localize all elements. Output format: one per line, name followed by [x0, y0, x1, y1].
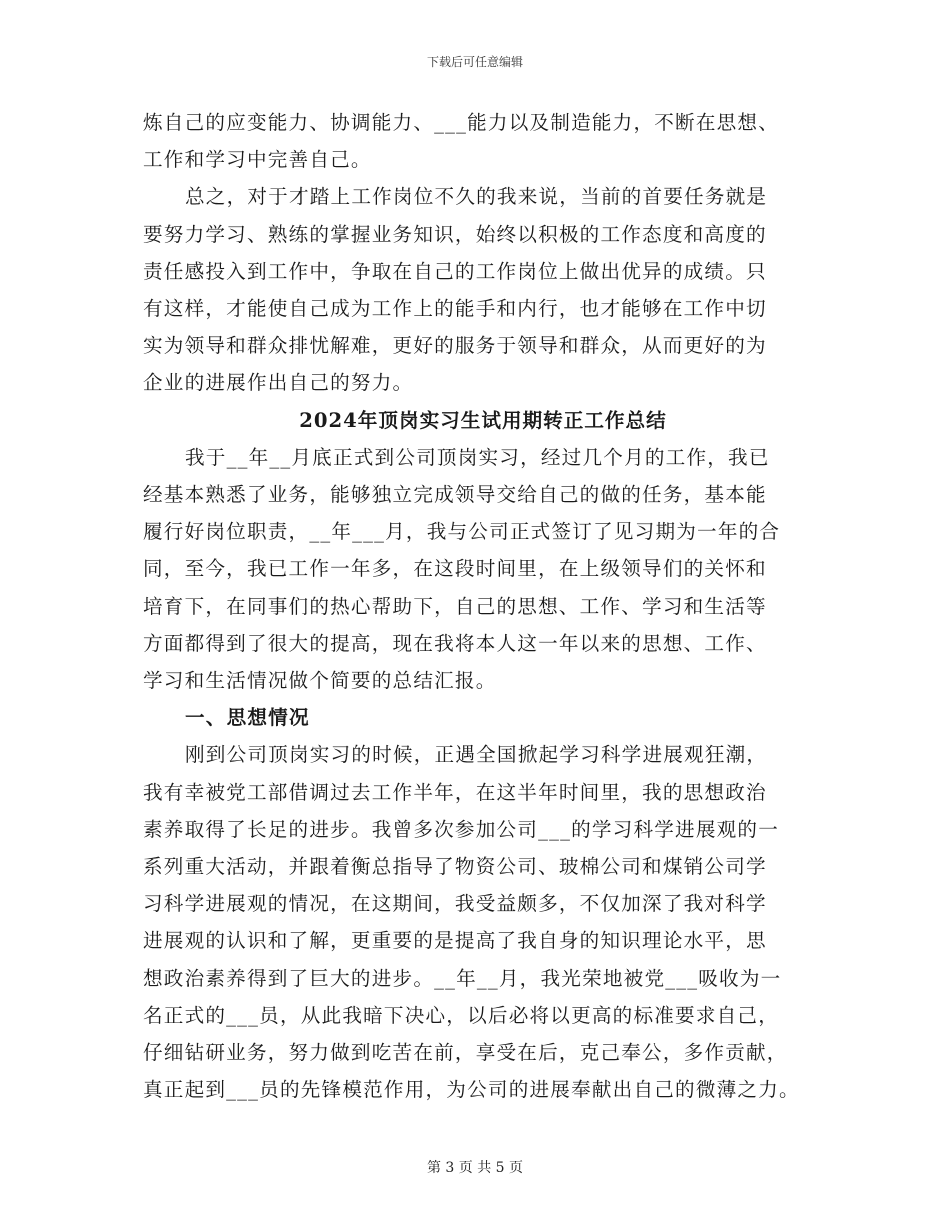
document-title: 2024年顶岗实习生试用期转正工作总结	[299, 408, 667, 432]
text-line: 习科学进展观的情况，在这期间，我受益颇多，不仅加深了我对科学	[143, 892, 767, 916]
page-header: 下载后可任意编辑	[426, 55, 523, 69]
section-heading: 一、思想情况	[185, 706, 310, 730]
paragraph-intro	[143, 439, 823, 699]
text-line: 培育下，在同事们的热心帮助下，自己的思想、工作、学习和生活等	[143, 594, 767, 618]
text-line: 要努力学习、熟练的掌握业务知识，始终以积极的工作态度和高度的	[143, 222, 767, 246]
page-footer: 第 3 页 共 5 页	[426, 1160, 524, 1176]
text-line: 名正式的___员，从此我暗下决心，以后必将以更高的标准要求自己，	[143, 1003, 780, 1027]
text-line: 素养取得了长足的进步。我曾多次参加公司___的学习科学进展观的一	[143, 817, 780, 841]
text-line: 真正起到___员的先锋模范作用，为公司的进展奉献出自己的微薄之力。	[143, 1078, 800, 1102]
paragraph-thought	[143, 736, 823, 1108]
text-line: 系列重大活动，并跟着衡总指导了物资公司、玻棉公司和煤销公司学	[143, 855, 767, 879]
paragraph-continuation	[143, 104, 823, 178]
text-line: 学习和生活情况做个简要的总结汇报。	[143, 669, 497, 693]
text-line: 刚到公司顶岗实习的时候，正遇全国掀起学习科学进展观狂潮，	[185, 743, 768, 767]
text-line: 履行好岗位职责，__年___月，我与公司正式签订了见习期为一年的合	[143, 520, 781, 544]
text-line: 同，至今，我已工作一年多，在这段时间里，在上级领导们的关怀和	[143, 557, 767, 581]
text-line: 责任感投入到工作中，争取在自己的工作岗位上做出优异的成绩。只	[143, 259, 767, 283]
text-line: 我有幸被党工部借调过去工作半年，在这半年时间里，我的思想政治	[143, 780, 767, 804]
text-line: 仔细钻研业务，努力做到吃苦在前，享受在后，克己奉公，多作贡献，	[143, 1041, 788, 1065]
text-line: 实为领导和群众排忧解难，更好的服务于领导和群众，从而更好的为	[143, 334, 767, 358]
text-line: 方面都得到了很大的提高，现在我将本人这一年以来的思想、工作、	[143, 631, 767, 655]
document-body	[143, 104, 823, 1108]
text-line: 有这样，才能使自己成为工作上的能手和内行，也才能够在工作中切	[143, 297, 767, 321]
text-line: 总之，对于才踏上工作岗位不久的我来说，当前的首要任务就是	[185, 185, 768, 209]
text-line: 想政治素养得到了巨大的进步。__年__月，我光荣地被党___吸收为一	[143, 966, 782, 990]
paragraph-conclusion	[143, 178, 823, 401]
text-line: 经基本熟悉了业务，能够独立完成领导交给自己的做的任务，基本能	[143, 483, 767, 507]
text-line: 炼自己的应变能力、协调能力、___能力以及制造能力，不断在思想、	[143, 111, 780, 134]
text-line: 我于__年__月底正式到公司顶岗实习，经过几个月的工作，我已	[185, 445, 770, 469]
text-line: 工作和学习中完善自己。	[143, 148, 372, 172]
text-line: 进展观的认识和了解，更重要的是提高了我自身的知识理论水平，思	[143, 929, 767, 953]
text-line: 企业的进展作出自己的努力。	[143, 371, 414, 395]
